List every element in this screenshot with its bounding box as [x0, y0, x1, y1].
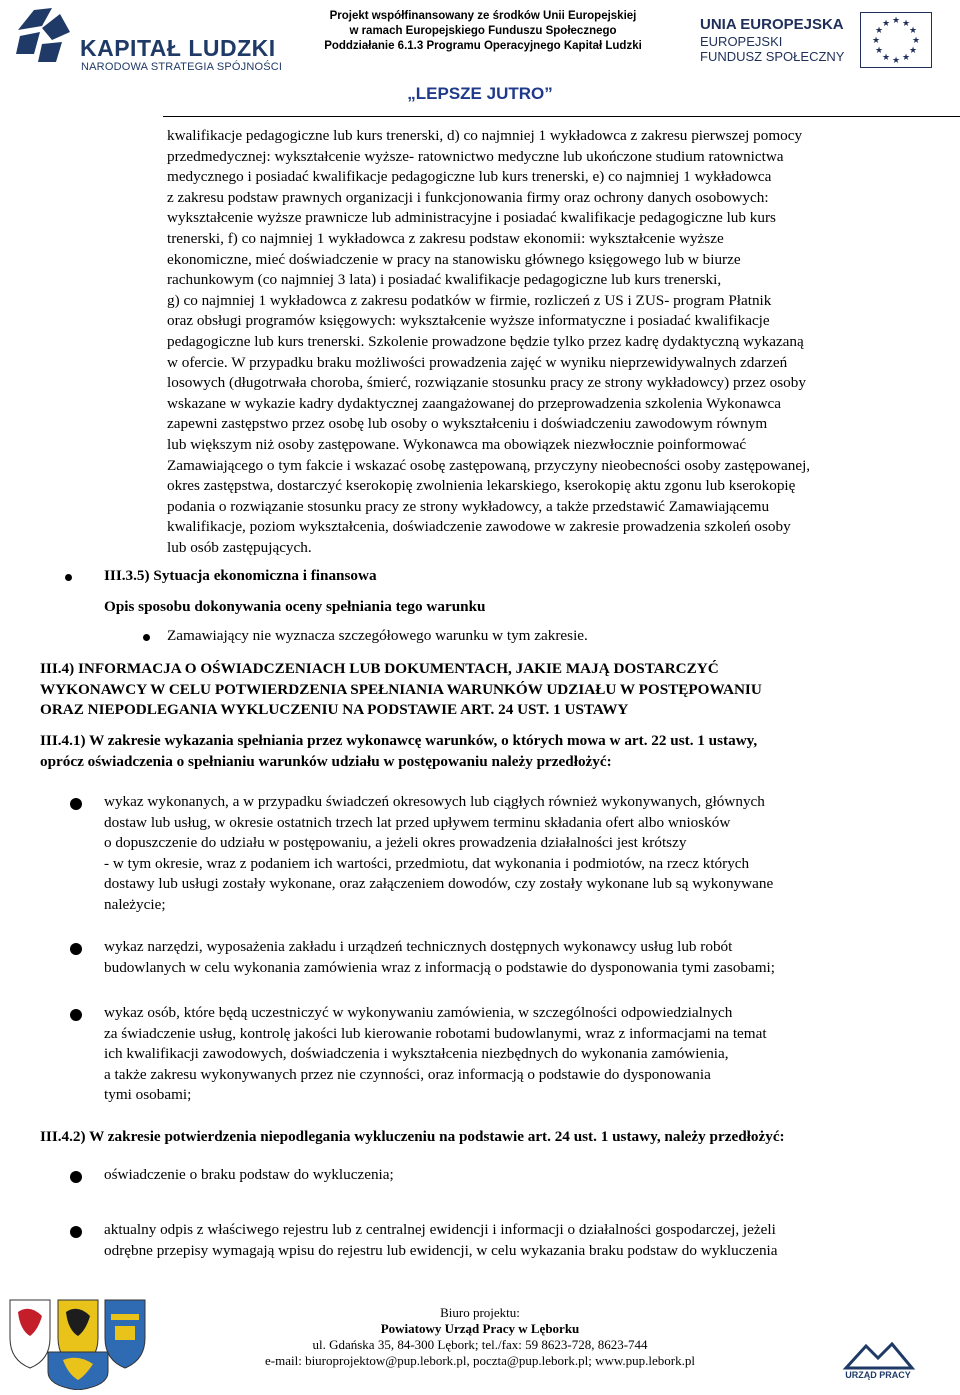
item-line: aktualny odpis z właściwego rejestru lub z centralnej ewidencji i informacji o działalności gospodarczej, jeżeli — [104, 1221, 776, 1238]
svg-text:★: ★ — [874, 46, 884, 56]
svg-text:★: ★ — [901, 53, 911, 63]
item-line: tymi osobami; — [104, 1086, 192, 1104]
list-item — [104, 792, 888, 916]
paragraph-line: okres zastępstwa, dostarczyć kserokopię zwolnienia lekarskiego, kserokopię aktu zgonu lub kserokopię — [167, 477, 796, 495]
header-divider — [163, 116, 960, 117]
section-heading-342: III.4.2) W zakresie potwierdzenia niepodlegania wykluczeniu na podstawie art. 24 ust. 1 ustawy, należy przedłożyć: — [40, 1128, 785, 1145]
coats-of-arms — [8, 1298, 153, 1390]
paragraph-line: w ofercie. W przypadku braku możliwości prowadzenia zajęć w wyniku nieprzewidywalnych zdarzeń — [167, 353, 788, 371]
svg-text:★: ★ — [891, 16, 901, 26]
paragraph-line: ekonomiczne, mieć doświadczenie w pracy na stanowisku głównego księgowego lub w biurze — [167, 250, 741, 268]
item-line: oświadczenie o braku podstaw do wykluczenia; — [104, 1166, 394, 1183]
page-footer — [210, 1305, 750, 1369]
bullet-icon — [70, 943, 82, 955]
paragraph-line: wykształcenie wyższe prawnicze lub administracyjne i posiadać kwalifikacje pedagogiczne lub kurs — [167, 209, 776, 227]
item-line: dostaw lub usług, w okresie ostatnich trzech lat przed upływem terminu składania ofert albo wniosków — [104, 813, 731, 831]
project-line: Projekt współfinansowany ze środków Unii Europejskiej — [329, 10, 637, 22]
paragraph-line: zapewni zastępstwo przez osobę lub osoby o wykształceniu i doświadczeniu zawodowym równym — [167, 415, 768, 433]
bullet-icon — [65, 574, 72, 581]
item-line: - w tym okresie, wraz z podaniem ich wartości, przedmiotu, dat wykonania i podmiotów, na rzecz których — [104, 854, 750, 872]
paragraph-line: losowych (długotrwała choroba, śmierć, rozwiązanie stosunku pracy ze strony wykładowcy) przez osoby — [167, 374, 806, 392]
paragraph-line: podania o rozwiązanie stosunku pracy ze strony wykładowcy, a także przedstawić Zamawiającemu — [167, 497, 770, 515]
item-line: ich kwalifikacji zawodowych, doświadczenia i wykształcenia niezbędnych do wykonania zamówienia, — [104, 1045, 729, 1063]
kapital-ludzki-title: KAPITAŁ LUDZKI — [80, 35, 276, 61]
paragraph-line: pedagogiczne lub kurs trenerski. Szkolenie prowadzone będzie tylko przez kadrę dydaktyczną wykazaną — [167, 332, 804, 350]
svg-text:★: ★ — [908, 26, 918, 36]
project-info — [318, 9, 648, 54]
svg-text:★: ★ — [881, 53, 891, 63]
paragraph-line: trenerski, f) co najmniej 1 wykładowca z zakresu podstaw ekonomii: wykształcenie wyższe — [167, 229, 724, 247]
svg-text:★: ★ — [874, 26, 884, 36]
heading-line: WYKONAWCY W CELU POTWIERDZENIA SPEŁNIANIA WARUNKÓW UDZIAŁU W POSTĘPOWANIU — [40, 680, 762, 698]
section-335-bullet: Zamawiający nie wyznacza szczegółowego warunku w tym zakresie. — [167, 627, 588, 644]
section-subheading-335: Opis sposobu dokonywania oceny spełniania tego warunku — [104, 598, 486, 615]
list-item — [104, 937, 888, 978]
bullet-icon — [70, 1171, 82, 1183]
svg-text:★: ★ — [891, 56, 901, 66]
item-line: wykaz wykonanych, a w przypadku świadczeń okresowych lub ciągłych również wykonywanych, głównych — [104, 793, 765, 810]
heading-line: ORAZ NIEPODLEGANIA WYKLUCZENIU NA PODSTAWIE ART. 24 UST. 1 USTAWY — [40, 701, 629, 719]
svg-text:★: ★ — [911, 36, 921, 46]
paragraph-line: Zamawiającego o tym fakcie i wskazać osobę zastępowaną, przyczyny nieobecności osoby zastępowanej, — [167, 456, 811, 474]
eu-logo — [690, 12, 950, 72]
footer-contact: e-mail: biuroprojektow@pup.lebork.pl, poczta@pup.lebork.pl; www.pup.lebork.pl — [265, 1353, 695, 1368]
list-item — [104, 1220, 888, 1261]
urzad-pracy-logo — [836, 1340, 920, 1386]
kapital-ludzki-logo — [10, 4, 285, 76]
svg-text:★: ★ — [901, 19, 911, 29]
kapital-ludzki-subtitle: NARODOWA STRATEGIA SPÓJNOŚCI — [81, 61, 283, 73]
paragraph-line: kwalifikacje, poziom wykształcenia, doświadczenie zawodowe w zakresie prowadzenia szkoleń osoby — [167, 518, 791, 536]
heading-line: III.4.1) W zakresie wykazania spełniania przez wykonawcę warunków, o których mowa w art. 22 ust. 1 ustawy, — [40, 732, 758, 749]
paragraph-line: przedmedycznej: wykształcenie wyższe- ratownictwo medyczne lub ukończone studium ratownictwa — [167, 147, 784, 165]
project-motto: „LEPSZE JUTRO” — [407, 84, 553, 103]
paragraph-line: wskazane w wykazie kadry dydaktycznej zaangażowanej do przeprowadzenia szkolenia Wykonawca — [167, 394, 782, 412]
paragraph-line: rachunkowym (co najmniej 3 lata) i posiadać kwalifikacje pedagogiczne lub kurs trenerski, — [167, 271, 722, 289]
paragraph-line: medycznego i posiadać kwalifikacje pedagogiczne lub kurs trenerski, e) co najmniej 1 wykładowca — [167, 168, 772, 186]
eu-fund-line: FUNDUSZ SPOŁECZNY — [700, 49, 845, 64]
footer-office-name: Powiatowy Urząd Pracy w Lęborku — [380, 1321, 580, 1336]
paragraph-line: lub osób zastępujących. — [167, 538, 312, 556]
item-line: odrębne przepisy wymagają wpisu do rejestru lub ewidencji, w celu wykazania braku podstaw do wykluczenia — [104, 1241, 778, 1259]
urzad-pracy-mark-icon — [836, 1340, 920, 1370]
item-line: budowlanych w celu wykonania zamówienia wraz z informacją o podstawie do dysponowania tymi zasobami; — [104, 958, 776, 976]
heading-line: III.4) INFORMACJA O OŚWIADCZENIACH LUB DOKUMENTACH, JAKIE MAJĄ DOSTARCZYĆ — [40, 660, 719, 677]
paragraph-line: lub większym niż osoby zastępowane. Wykonawca ma obowiązek niezwłocznie poinformować — [167, 435, 747, 453]
item-line: wykaz osób, które będą uczestniczyć w wykonywaniu zamówienia, w szczególności odpowiedzialnych — [104, 1004, 733, 1021]
item-line: należycie; — [104, 895, 166, 913]
page-header — [0, 0, 960, 122]
coat-of-arms-icon — [8, 1298, 153, 1390]
list-item — [104, 1165, 888, 1186]
heading-line: oprócz oświadczenia o spełnianiu warunków udziału w postępowaniu należy przedłożyć: — [40, 752, 612, 770]
bullet-icon — [70, 1009, 82, 1021]
item-line: o dopuszczenie do udziału w postępowaniu, a jeżeli okres prowadzenia działalności jest krótszy — [104, 834, 687, 852]
kapital-ludzki-mark-icon — [12, 4, 74, 66]
footer-address: ul. Gdańska 35, 84-300 Lębork; tel./fax: 59 8623-728, 8623-744 — [312, 1337, 648, 1352]
svg-text:★: ★ — [871, 36, 881, 46]
eu-flag-icon — [860, 12, 932, 68]
section-heading-335: III.3.5) Sytuacja ekonomiczna i finansowa — [104, 567, 377, 584]
section-heading-341 — [40, 731, 920, 772]
bullet-icon — [70, 1226, 82, 1238]
eu-title: UNIA EUROPEJSKA — [700, 16, 844, 33]
project-line: w ramach Europejskiego Funduszu Społecznego — [349, 25, 617, 37]
project-line: Poddziałanie 6.1.3 Programu Operacyjnego Kapitał Ludzki — [324, 40, 642, 52]
intro-paragraph — [167, 126, 914, 558]
paragraph-line: kwalifikacje pedagogiczne lub kurs trenerski, d) co najmniej 1 wykładowca z zakresu pierwszej pomocy — [167, 127, 803, 144]
urzad-pracy-label: URZĄD PRACY — [845, 1370, 911, 1380]
paragraph-line: z zakresu podstaw prawnych organizacji i funkcjonowania firmy oraz ochrony danych osobowych: — [167, 188, 769, 206]
item-line: dostawy lub usługi zostały wykonane, oraz załączeniem dowodów, czy zostały wykonane lub są wykonywane — [104, 875, 774, 893]
section-heading-34 — [40, 659, 920, 721]
footer-line: Biuro projektu: — [440, 1305, 520, 1320]
paragraph-line: oraz obsługi programów księgowych: wykształcenie wyższe informatyczne i posiadać kwalifikacje — [167, 312, 770, 330]
paragraph-line: g) co najmniej 1 wykładowca z zakresu podatków w firmie, rozliczeń z US i ZUS- program Płatnik — [167, 291, 772, 309]
item-line: wykaz narzędzi, wyposażenia zakładu i urządzeń technicznych dostępnych wykonawcy usług lub robót — [104, 938, 733, 955]
bullet-icon — [143, 634, 150, 641]
bullet-icon — [70, 798, 82, 810]
list-item — [104, 1003, 888, 1106]
eu-fund-line: EUROPEJSKI — [700, 34, 783, 49]
svg-text:★: ★ — [881, 19, 891, 29]
item-line: za świadczenie usług, kontrolę jakości lub kierowanie robotami budowlanymi, wraz z informacjami na temat — [104, 1024, 767, 1042]
svg-text:★: ★ — [908, 46, 918, 56]
item-line: a także zakresu wykonywanych przez nie czynności, oraz informacją o podstawie do dysponowania — [104, 1065, 711, 1083]
